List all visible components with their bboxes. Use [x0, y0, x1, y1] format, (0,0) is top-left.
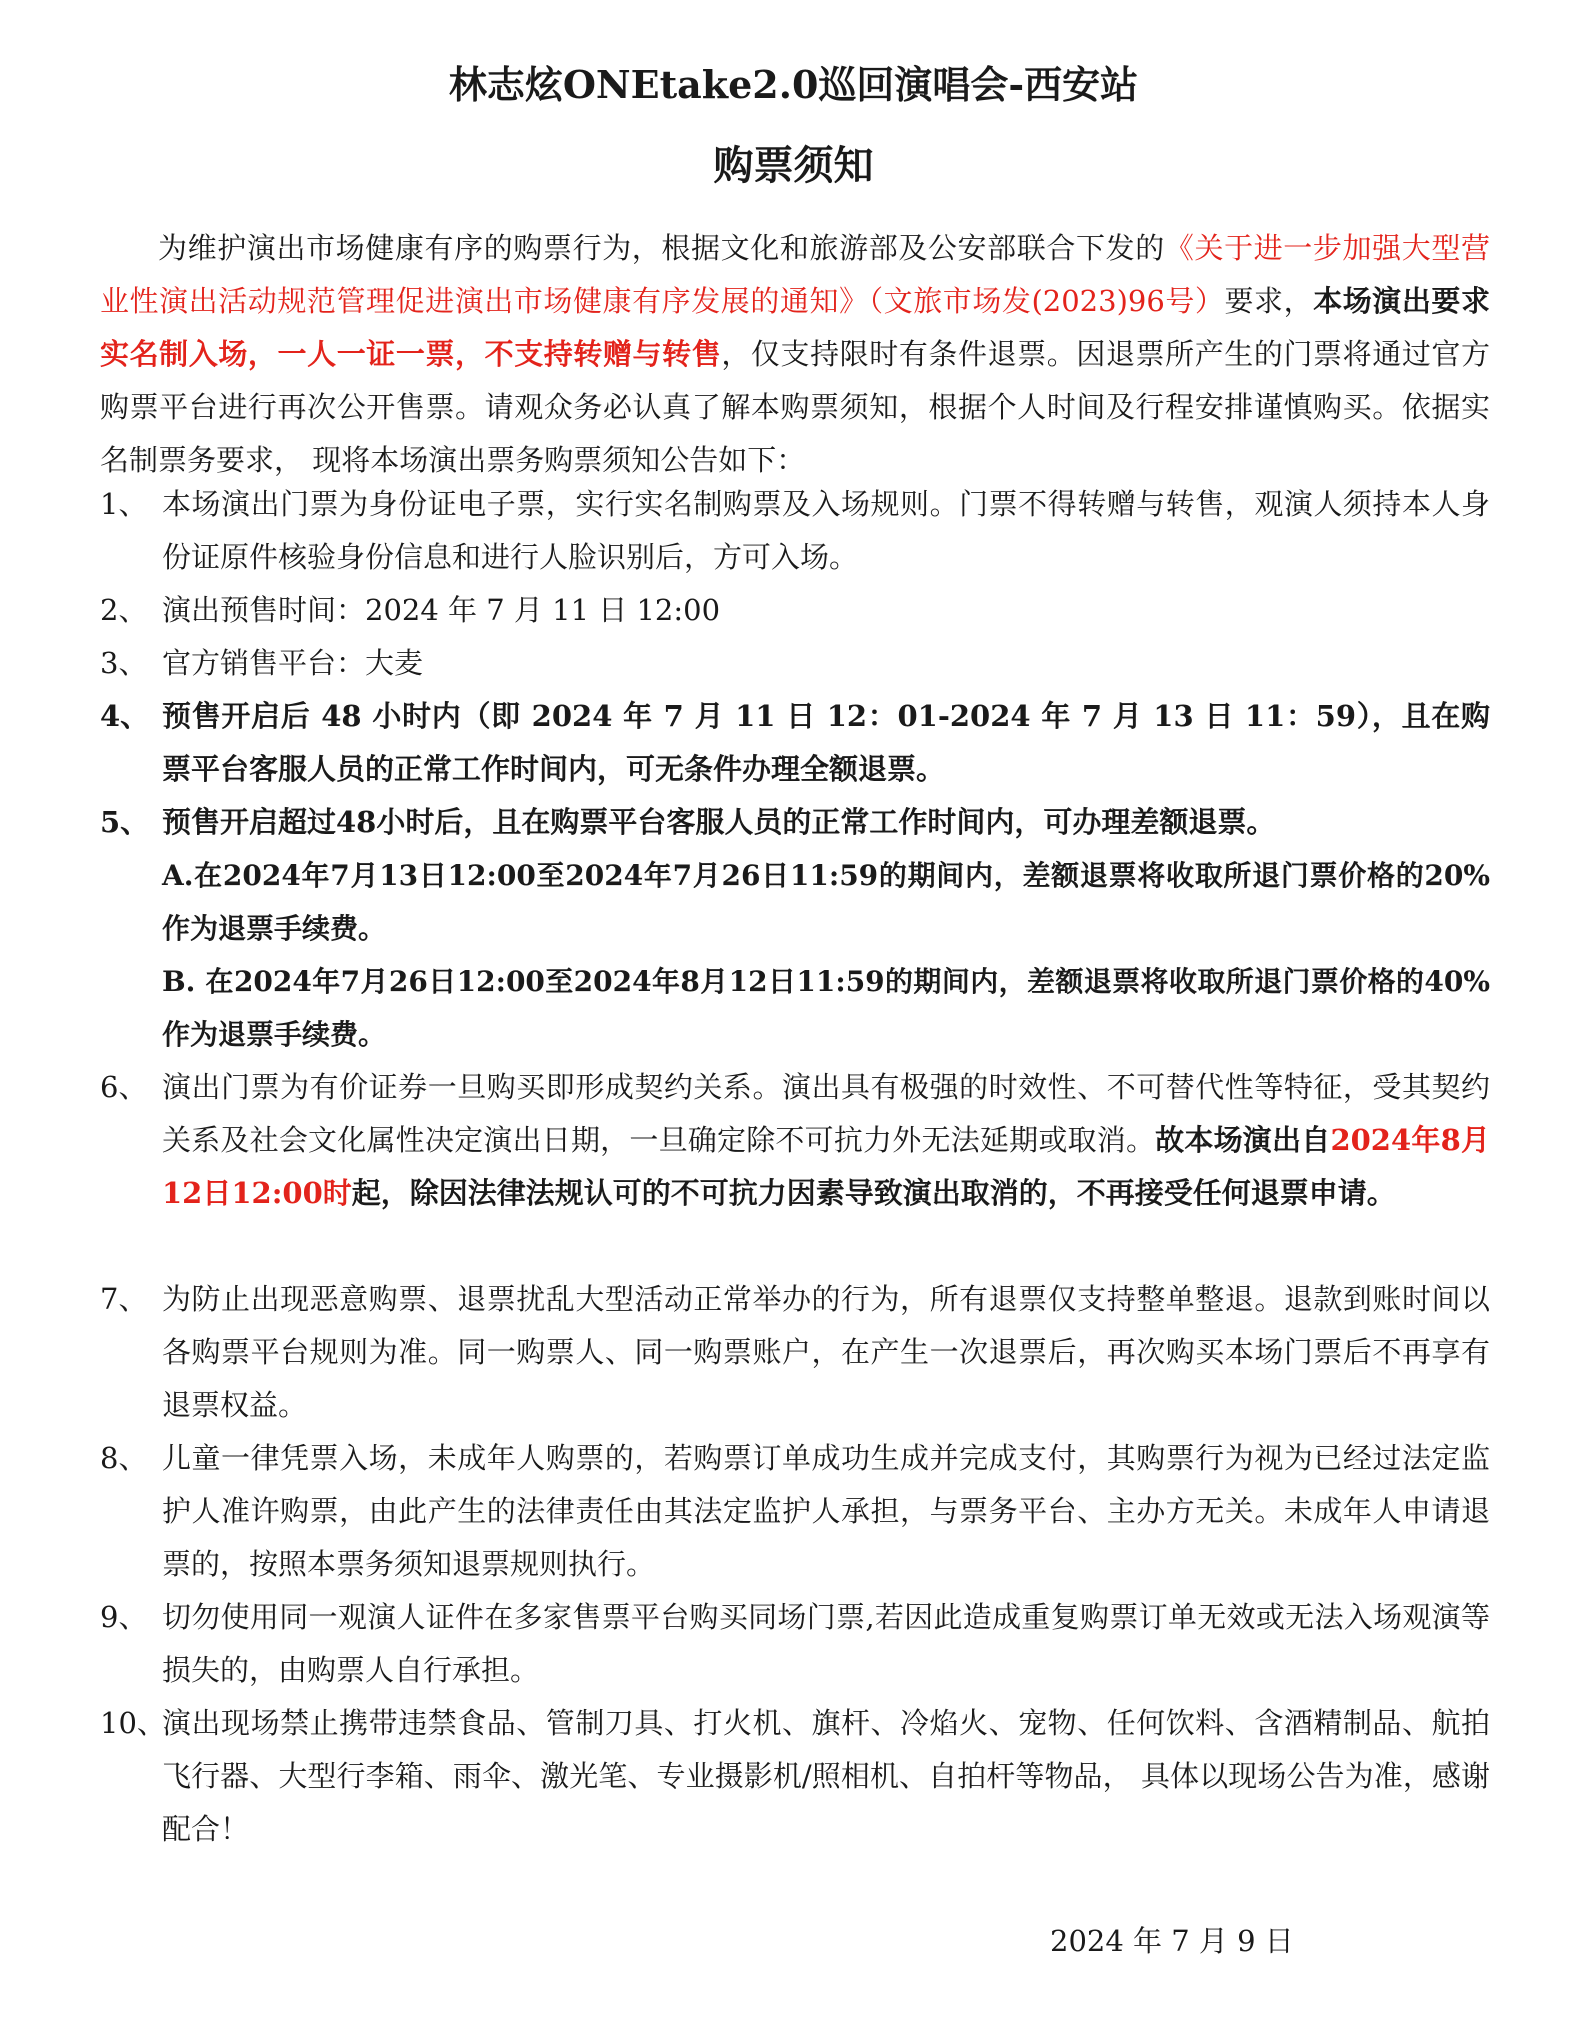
item-text: 演出现场禁止携带违禁食品、管制刀具、打火机、旗杆、冷焰火、宠物、任何饮料、含酒精制品、航拍飞行器、大型行李箱、雨伞、激光笔、专业摄影机/照相机、自拍杆等物品， 具体以现场公告为准，感谢配合！	[162, 1706, 1490, 1846]
item-number: 10、	[100, 1706, 166, 1740]
item-number: 1、	[100, 487, 148, 521]
list-item-5	[100, 796, 1490, 849]
sub-item-a: A.在2024年7月13日12:00至2024年7月26日11:59的期间内，差额退票将收取所退门票价格的20%作为退票手续费。	[162, 859, 1490, 945]
item-number: 7、	[100, 1282, 148, 1316]
list-item-2	[100, 584, 1490, 637]
list-item-3	[100, 637, 1490, 690]
list-item-9	[100, 1591, 1490, 1697]
issue-date: 2024 年 7 月 9 日	[1050, 1924, 1294, 1958]
list-item-10	[100, 1697, 1490, 1856]
list-item-8	[100, 1432, 1490, 1591]
policy-document-link: 《关于进一步加强大型营业性演出活动规范管理促进演出市场健康有序发展的通知》（文旅市场发(2023)96号）	[100, 231, 1490, 318]
item-text: 为防止出现恶意购票、退票扰乱大型活动正常举办的行为，所有退票仅支持整单整退。退款到账时间以各购票平台规则为准。同一购票人、同一购票账户，在产生一次退票后，再次购买本场门票后不再享有退票权益。	[162, 1282, 1490, 1422]
item-text: 预售开启后 48 小时内（即 2024 年 7 月 11 日 12：01-2024 年 7 月 13 日 11：59），且在购票平台客服人员的正常工作时间内，可无条件办理全额退票。	[162, 699, 1490, 786]
item-number: 8、	[100, 1441, 148, 1475]
item-text	[162, 1061, 1490, 1220]
intro-text-1: 为维护演出市场健康有序的购票行为，根据文化和旅游部及公安部联合下发的	[158, 231, 1165, 265]
item-text: 预售开启超过48小时后，且在购票平台客服人员的正常工作时间内，可办理差额退票。	[162, 805, 1276, 839]
item-text: 本场演出门票为身份证电子票，实行实名制购票及入场规则。门票不得转赠与转售，观演人须持本人身份证原件核验身份信息和进行人脸识别后，方可入场。	[162, 487, 1490, 574]
page-title: 林志炫ONEtake2.0巡回演唱会-西安站	[448, 62, 1139, 107]
intro-text-3: 要求，	[1224, 284, 1314, 318]
deadline-datetime: 2024年8月12日12:00时	[162, 1123, 1490, 1210]
list-item-6	[100, 1061, 1490, 1220]
page-subtitle: 购票须知	[713, 142, 874, 189]
intro-text-4: 本场演出要求	[1313, 284, 1490, 318]
sub-item-b: B. 在2024年7月26日12:00至2024年8月12日11:59的期间内，差额退票将收取所退门票价格的40%作为退票手续费。	[162, 965, 1490, 1051]
item-number: 6、	[100, 1070, 148, 1104]
list-item-1	[100, 478, 1490, 584]
intro-paragraph	[100, 222, 1490, 487]
item-text: 切勿使用同一观演人证件在多家售票平台购买同场门票,若因此造成重复购票订单无效或无法入场观演等损失的，由购票人自行承担。	[162, 1600, 1490, 1687]
item-number: 5、	[100, 805, 150, 839]
item-number: 2、	[100, 593, 148, 627]
item6-text-2: 故本场演出自	[1155, 1123, 1331, 1157]
intro-text-6: ，仅支持限时有条件退票。因退票所产生的门票将通过官方购票平台进行再次公开售票。请观众务必认真了解本购票须知，根据个人时间及行程安排谨慎购买。依据实名制票务要求， 现将本场演出票务购票须知公告如下：	[100, 337, 1490, 477]
item-number: 3、	[100, 646, 148, 680]
item6-text-4: 起，除因法律法规认可的不可抗力因素导致演出取消的，不再接受任何退票申请。	[351, 1176, 1396, 1210]
item-text: 演出预售时间：2024 年 7 月 11 日 12:00	[162, 593, 721, 627]
item-number: 4、	[100, 699, 150, 733]
real-name-rule: 实名制入场，一人一证一票，不支持转赠与转售	[100, 337, 722, 371]
item-text: 儿童一律凭票入场，未成年人购票的，若购票订单成功生成并完成支付，其购票行为视为已经过法定监护人准许购票，由此产生的法律责任由其法定监护人承担，与票务平台、主办方无关。未成年人申请退票的，按照本票务须知退票规则执行。	[162, 1441, 1490, 1581]
list-item-7	[100, 1273, 1490, 1432]
item-number: 9、	[100, 1600, 148, 1634]
item6-text-1: 演出门票为有价证券一旦购买即形成契约关系。演出具有极强的时效性、不可替代性等特征，受其契约关系及社会文化属性决定演出日期，一旦确定除不可抗力外无法延期或取消。	[162, 1070, 1490, 1157]
list-item-4	[100, 690, 1490, 796]
item-text: 官方销售平台：大麦	[162, 646, 424, 680]
